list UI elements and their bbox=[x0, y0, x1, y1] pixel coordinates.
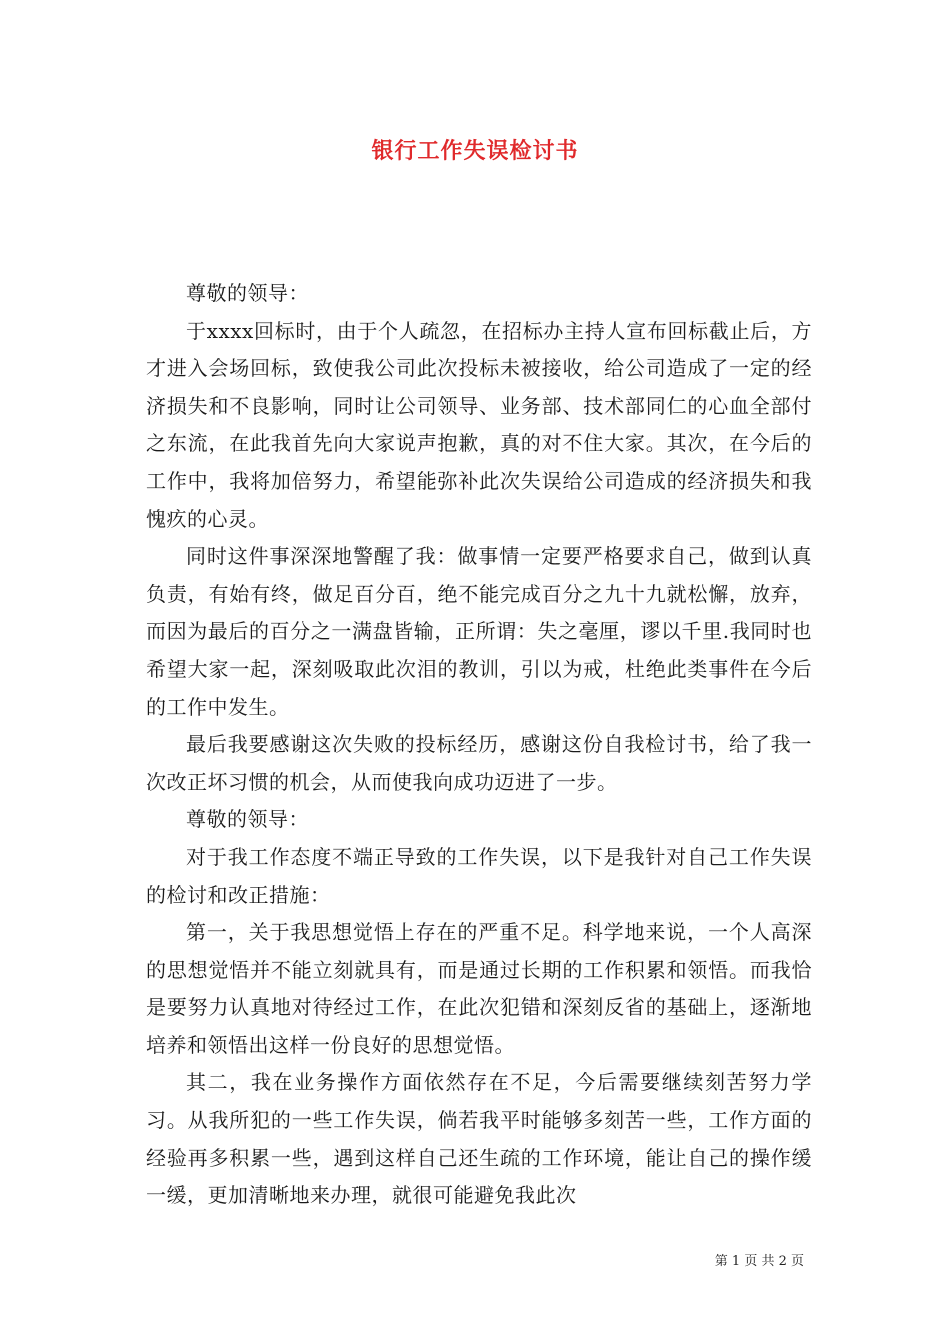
body-paragraph: 其二，我在业务操作方面依然存在不足，今后需要继续刻苦努力学习。从我所犯的一些工作失误，倘若我平时能够多刻苦一些，工作方面的经验再多积累一些，遇到这样自己还生疏的工作环境，能让自己的操作缓一缓，更加清晰地来办理，就很可能避免我此次 bbox=[146, 1070, 812, 1208]
body-paragraph: 最后我要感谢这次失败的投标经历，感谢这份自我检讨书，给了我一次改正坏习惯的机会，从而使我向成功迈进了一步。 bbox=[146, 732, 812, 794]
body-paragraph: 对于我工作态度不端正导致的工作失误，以下是我针对自己工作失误的检讨和改正措施： bbox=[146, 844, 812, 907]
body-paragraph: 同时这件事深深地警醒了我：做事情一定要严格要求自己，做到认真负责，有始有终，做足百分百，绝不能完成百分之九十九就松懈，放弃，而因为最后的百分之一满盘皆输，正所谓：失之毫厘，谬以千里.我同时也希望大家一起，深刻吸取此次泪的教训，引以为戒，杜绝此类事件在今后的工作中发生。 bbox=[146, 544, 812, 719]
document-body bbox=[146, 275, 812, 1215]
body-paragraph: 第一，关于我思想觉悟上存在的严重不足。科学地来说，一个人高深的思想觉悟并不能立刻就具有，而是通过长期的工作积累和领悟。而我恰是要努力认真地对待经过工作，在此次犯错和深刻反省的基础上，逐渐地培养和领悟出这样一份良好的思想觉悟。 bbox=[146, 920, 812, 1057]
body-paragraph: 于xxxx回标时，由于个人疏忽，在招标办主持人宣布回标截止后，方才进入会场回标，致使我公司此次投标未被接收，给公司造成了一定的经济损失和不良影响，同时让公司领导、业务部、技术部同仁的心血全部付之东流，在此我首先向大家说声抱歉，真的对不住大家。其次，在今后的工作中，我将加倍努力，希望能弥补此次失误给公司造成的经济损失和我愧疚的心灵。 bbox=[146, 318, 812, 531]
salutation: 尊敬的领导： bbox=[186, 281, 309, 305]
salutation: 尊敬的领导： bbox=[186, 807, 309, 832]
document-title: 银行工作失误检讨书 bbox=[371, 138, 579, 164]
page-number: 第 1 页 共 2 页 bbox=[714, 1254, 804, 1269]
